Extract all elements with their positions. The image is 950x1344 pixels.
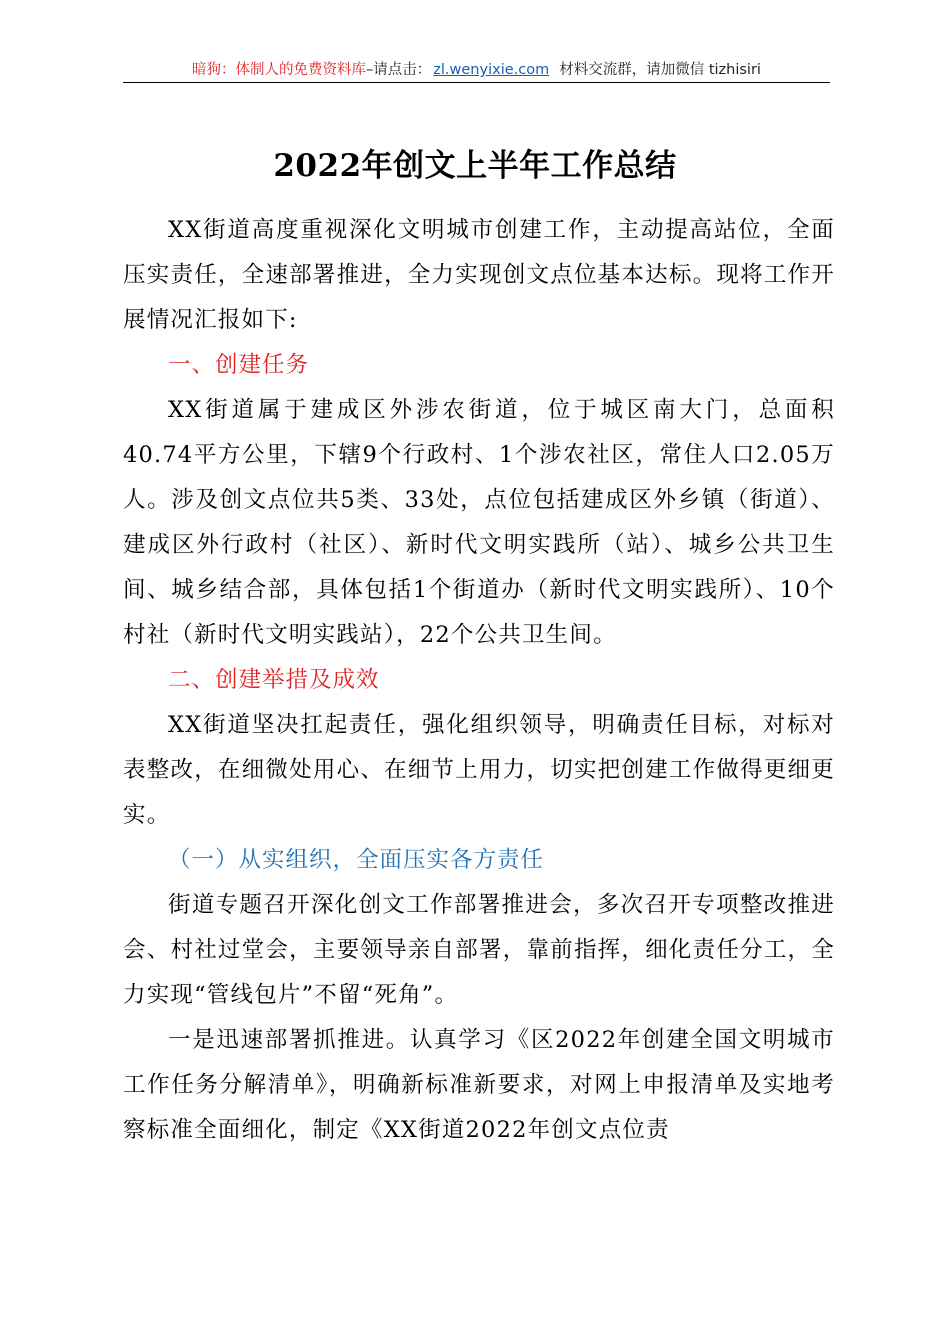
intro-paragraph: XX街道高度重视深化文明城市创建工作，主动提高站位，全面压实责任，全速部署推进，全力实现创文点位基本达标。现将工作开展情况汇报如下: [123, 217, 835, 333]
subsection-1-paragraph: 街道专题召开深化创文工作部署推进会，多次召开专项整改推进会、村社过堂会，主要领导亲自部署，靠前指挥，细化责任分工，全力实现“管线包片”不留“死角”。 [123, 892, 835, 1008]
page-header [123, 58, 830, 83]
section-2-heading: 二、创建举措及成效 [168, 667, 380, 693]
header-brand: 暗狗：体制人的免费资料库 [192, 62, 367, 78]
section-2-paragraph: XX街道坚决扛起责任，强化组织领导，明确责任目标，对标对表整改，在细微处用心、在细节上用力，切实把创建工作做得更细更实。 [123, 712, 835, 828]
subsection-1-heading: （一）从实组织，全面压实各方责任 [168, 847, 545, 873]
document-body [123, 208, 835, 1153]
document-title: 2022年创文上半年工作总结 [273, 148, 677, 184]
point-1-paragraph: 一是迅速部署抓推进。认真学习《区2022年创建全国文明城市工作任务分解清单》，明确新标准新要求，对网上申报清单及实地考察标准全面细化，制定《XX街道2022年创文点位责 [123, 1027, 835, 1143]
section-1-heading: 一、创建任务 [168, 352, 310, 378]
header-group-note: 材料交流群，请加微信 tizhisiri [559, 62, 761, 78]
header-click-prompt: –请点击： [366, 62, 432, 78]
section-1-paragraph: XX街道属于建成区外涉农街道，位于城区南大门，总面积40.74平方公里，下辖9个行政村、1个涉农社区，常住人口2.05万人。涉及创文点位共5类、33处，点位包括建成区外乡镇（街道）、建成区外行政村（社区）、新时代文明实践所（站）、城乡公共卫生间、城乡结合部，具体包括1个街道办（新时代文明实践所）、10个村社（新时代文明实践站），22个公共卫生间。 [123, 397, 835, 648]
header-link[interactable]: zl.wenyixie.com [433, 62, 550, 78]
